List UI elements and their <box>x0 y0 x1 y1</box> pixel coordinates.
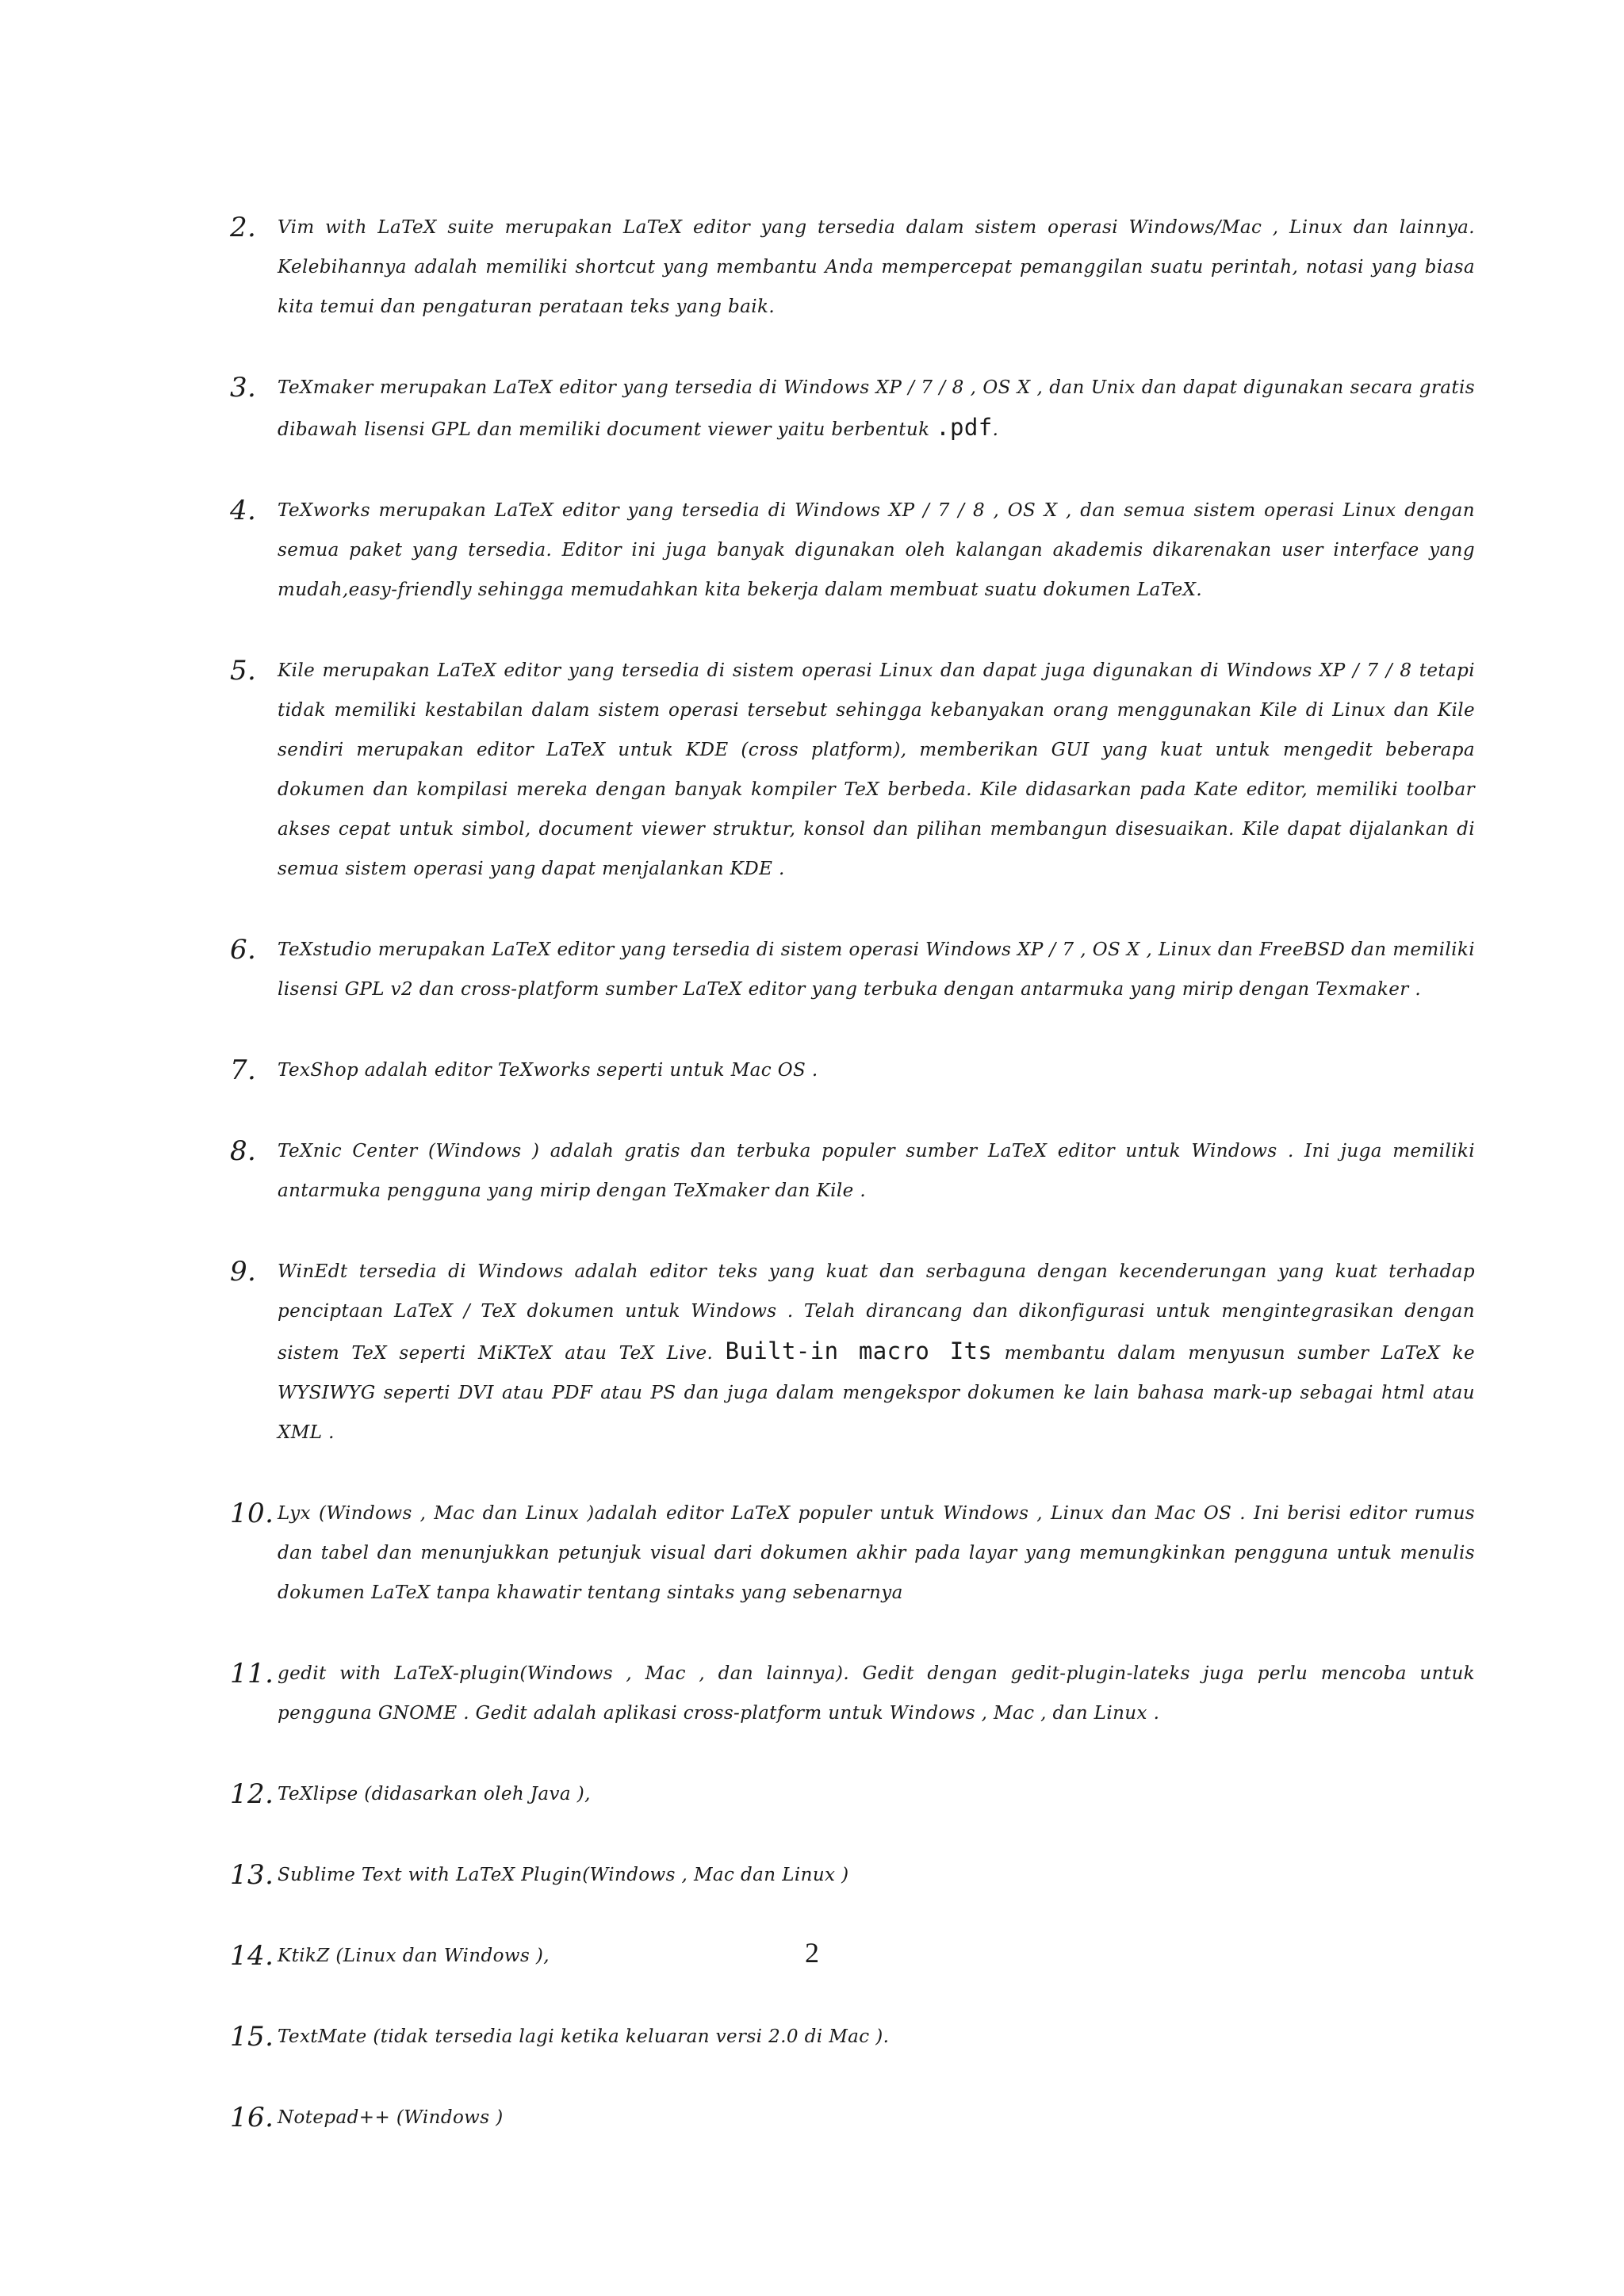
item-number: 15. <box>230 2021 274 2053</box>
item-number: 6. <box>230 934 257 966</box>
item-text: TeXnic Center (Windows ) adalah gratis dan terbuka populer sumber LaTeX editor untuk Windows . Ini juga memiliki antarmuka pengguna yang mirip dengan TeXmaker dan Kile . <box>278 1141 1475 1201</box>
item-number: 4. <box>230 495 257 526</box>
item-text: TeXmaker merupakan LaTeX editor yang tersedia di Windows XP / 7 / 8 , OS X , dan Unix dan dapat digunakan secara gratis dibawah lisensi GPL dan memiliki document viewer yaitu berbentuk <box>278 377 1475 440</box>
list-item <box>230 1654 1475 1733</box>
list-item <box>230 1494 1475 1613</box>
item-text: gedit with LaTeX-plugin(Windows , Mac , dan lainnya). Gedit dengan gedit-plugin-lateks juga perlu mencoba untuk pengguna GNOME . Gedit adalah aplikasi cross-platform untuk Windows , Mac , dan Linux . <box>278 1663 1475 1724</box>
page-number: 2 <box>805 1937 819 1969</box>
item-number: 16. <box>230 2102 274 2133</box>
list-item <box>230 651 1475 889</box>
item-number: 9. <box>230 1256 257 1288</box>
item-number: 12. <box>230 1778 274 1810</box>
item-text: Vim with LaTeX suite merupakan LaTeX editor yang tersedia dalam sistem operasi Windows/Mac , Linux dan lainnya. Kelebihannya adalah memiliki shortcut yang membantu Anda mempercepat pemanggilan suatu perintah, notasi yang biasa kita temui dan pengaturan perataan teks yang baik. <box>278 217 1475 317</box>
item-text: TeXstudio merupakan LaTeX editor yang tersedia di sistem operasi Windows XP / 7 , OS X , Linux dan FreeBSD dan memiliki lisensi GPL v2 dan cross-platform sumber LaTeX editor yang terbuka dengan antarmuka yang mirip dengan Texmaker . <box>278 939 1475 1000</box>
list-item <box>230 368 1475 450</box>
item-text: Lyx (Windows , Mac dan Linux )adalah editor LaTeX populer untuk Windows , Linux dan Mac OS . Ini berisi editor rumus dan tabel dan menunjukkan petunjuk visual dari dokumen akhir pada layar yang memungkinkan pengguna untuk menulis dokumen LaTeX tanpa khawatir tentang sintaks yang sebenarnya <box>278 1503 1475 1603</box>
item-text: Notepad++ (Windows ) <box>278 2107 504 2128</box>
item-text: Kile merupakan LaTeX editor yang tersedia di sistem operasi Linux dan dapat juga digunakan di Windows XP / 7 / 8 tetapi tidak memiliki kestabilan dalam sistem operasi tersebut sehingga kebanyakan orang menggunakan Kile di Linux dan Kile sendiri merupakan editor LaTeX untuk KDE (cross platform), memberikan GUI yang kuat untuk mengedit beberapa dokumen dan kompilasi mereka dengan banyak kompiler TeX berbeda. Kile didasarkan pada Kate editor, memiliki toolbar akses cepat untuk simbol, document viewer struktur, konsol dan pilihan membangun disesuaikan. Kile dapat dijalankan di semua sistem operasi yang dapat menjalankan KDE . <box>278 660 1475 879</box>
item-number: 14. <box>230 1940 274 1972</box>
item-number: 8. <box>230 1135 257 1167</box>
list-item <box>230 1050 1475 1090</box>
item-text: WinEdt tersedia di Windows adalah editor teks yang kuat dan serbaguna dengan kecenderungan yang kuat terhadap penciptaan LaTeX / TeX dokumen untuk Windows . Telah dirancang dan dikonfigurasi untuk mengintegrasikan dengan sistem TeX seperti MiKTeX atau TeX Live. <box>278 1261 1475 1364</box>
item-text: TeXworks merupakan LaTeX editor yang tersedia di Windows XP / 7 / 8 , OS X , dan semua sistem operasi Linux dengan semua paket yang tersedia. Editor ini juga banyak digunakan oleh kalangan akademis dikarenakan user interface yang mudah,easy-friendly sehingga memudahkan kita bekerja dalam membuat suatu dokumen LaTeX. <box>278 500 1475 600</box>
item-text-end: . <box>992 419 999 440</box>
item-text: TexShop adalah editor TeXworks seperti untuk Mac OS . <box>278 1060 818 1081</box>
file-extension-code: .pdf <box>936 414 993 441</box>
list-item <box>230 1252 1475 1452</box>
item-number: 11. <box>230 1658 274 1689</box>
list-item <box>230 1774 1475 1814</box>
list-item <box>230 930 1475 1009</box>
macro-code: Built-in macro Its <box>725 1337 993 1364</box>
item-text: TextMate (tidak tersedia lagi ketika keluaran versi 2.0 di Mac ). <box>278 2026 890 2047</box>
item-text-end: membantu dalam menyusun sumber LaTeX ke WYSIWYG seperti DVI atau PDF atau PS dan juga dalam mengekspor dokumen ke lain bahasa mark-up sebagai html atau XML . <box>278 1343 1475 1443</box>
list-item <box>230 1131 1475 1211</box>
item-number: 2. <box>230 212 257 243</box>
item-number: 7. <box>230 1054 257 1086</box>
item-text: TeXlipse (didasarkan oleh Java ), <box>278 1784 591 1804</box>
item-text: KtikZ (Linux dan Windows ), <box>278 1946 550 1966</box>
item-number: 10. <box>230 1498 274 1529</box>
item-number: 3. <box>230 372 257 404</box>
list-item <box>230 2017 1475 2057</box>
list-item <box>230 1855 1475 1895</box>
item-number: 5. <box>230 655 257 687</box>
editor-list <box>230 208 1475 2179</box>
list-item <box>230 491 1475 610</box>
list-item <box>230 208 1475 327</box>
item-number: 13. <box>230 1859 274 1891</box>
list-item <box>230 2098 1475 2137</box>
item-text: Sublime Text with LaTeX Plugin(Windows , Mac dan Linux ) <box>278 1865 849 1885</box>
